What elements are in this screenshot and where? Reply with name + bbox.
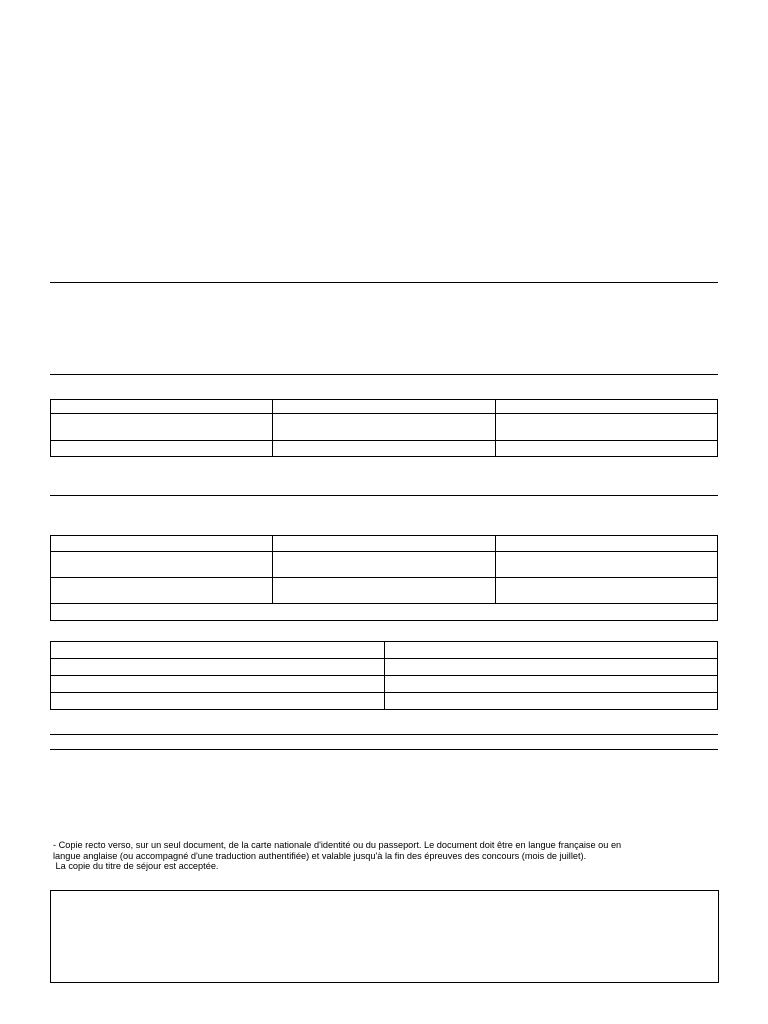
table-row <box>51 552 718 578</box>
notice-line-2: langue anglaise (ou accompagné d'une traduction authentifiée) et valable jusqu'à la fin des épreuves des concours (mois de juillet). <box>53 850 587 861</box>
table-row <box>51 604 718 621</box>
table-row <box>51 441 718 457</box>
table-cell[interactable] <box>51 676 385 693</box>
table-row <box>51 578 718 604</box>
table-cell[interactable] <box>384 642 718 659</box>
table-row <box>51 536 718 552</box>
table-cell[interactable] <box>51 552 273 578</box>
divider-line-5 <box>50 749 718 750</box>
document-attachment-box[interactable] <box>50 890 719 983</box>
table-cell[interactable] <box>384 693 718 710</box>
divider-line-4 <box>50 734 718 735</box>
id-document-notice <box>53 840 718 872</box>
table-cell[interactable] <box>495 578 717 604</box>
table-cell[interactable] <box>51 578 273 604</box>
table-row <box>51 642 718 659</box>
table-cell[interactable] <box>51 659 385 676</box>
table-cell[interactable] <box>51 693 385 710</box>
table-cell[interactable] <box>495 441 717 457</box>
table-cell[interactable] <box>51 400 273 414</box>
divider-line-3 <box>50 495 718 496</box>
table-cell[interactable] <box>51 441 273 457</box>
table-cell[interactable] <box>273 552 495 578</box>
table-row <box>51 693 718 710</box>
table-row <box>51 676 718 693</box>
table-cell[interactable] <box>273 578 495 604</box>
form-table-3 <box>50 641 718 710</box>
table-cell[interactable] <box>273 414 495 441</box>
table-cell[interactable] <box>273 536 495 552</box>
table-cell[interactable] <box>384 676 718 693</box>
divider-line-2 <box>50 374 718 375</box>
table-cell[interactable] <box>495 414 717 441</box>
table-cell[interactable] <box>495 400 717 414</box>
table-row <box>51 659 718 676</box>
table-cell[interactable] <box>273 441 495 457</box>
table-cell[interactable] <box>495 536 717 552</box>
table-cell[interactable] <box>51 604 718 621</box>
table-row <box>51 400 718 414</box>
form-table-1 <box>50 399 718 457</box>
divider-line-1 <box>50 282 718 283</box>
table-cell[interactable] <box>51 414 273 441</box>
table-cell[interactable] <box>495 552 717 578</box>
table-cell[interactable] <box>51 536 273 552</box>
table-cell[interactable] <box>51 642 385 659</box>
notice-line-1: - Copie recto verso, sur un seul document, de la carte nationale d'identité ou du passeport. Le document doit être en langue française ou en <box>53 840 622 850</box>
table-row <box>51 414 718 441</box>
form-table-2 <box>50 535 718 621</box>
table-cell[interactable] <box>384 659 718 676</box>
notice-line-3: La copie du titre de séjour est acceptée. <box>53 861 219 872</box>
table-cell[interactable] <box>273 400 495 414</box>
